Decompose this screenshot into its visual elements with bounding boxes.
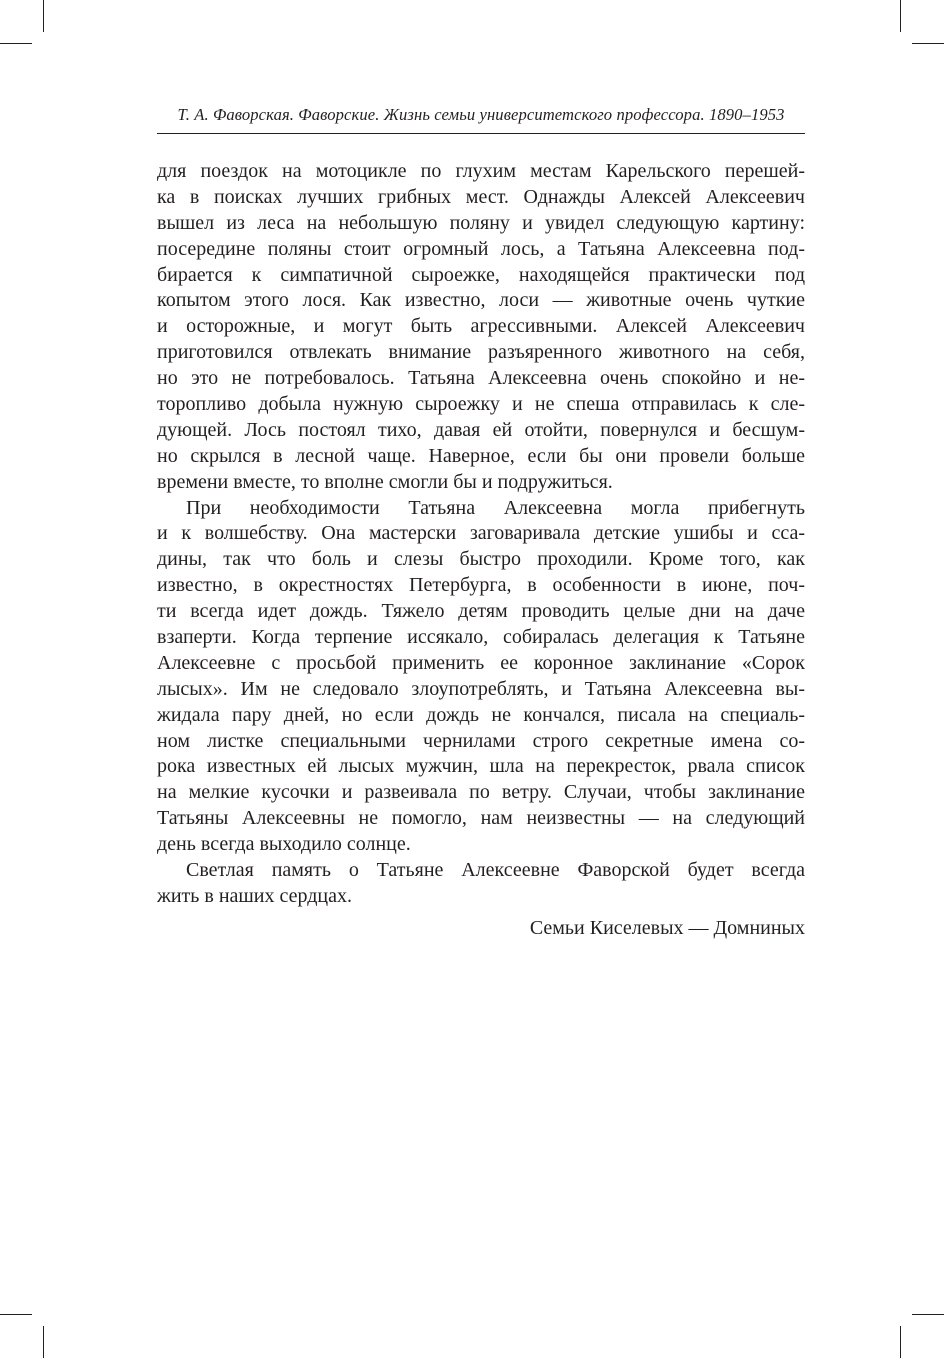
text-line: жить в наших сердцах.	[157, 884, 352, 907]
text-line: день всегда выходило солнце.	[157, 833, 411, 856]
text-line: для поездок на мотоцикле по глухим местам Карельского перешей-	[157, 160, 805, 182]
text-line: При необходимости Татьяна Алексеевна могла прибегнуть	[186, 496, 805, 519]
text-line: ка в поисках лучших грибных мест. Однажды Алексей Алексеевич	[157, 185, 805, 208]
crop-mark-top-right-vertical	[900, 0, 901, 32]
text-line: торопливо добыла нужную сыроежку и не спеша отправилась к сле-	[157, 393, 805, 416]
signature: Семьи Киселевых — Домниных	[529, 916, 805, 939]
running-head-rule	[157, 133, 805, 134]
paragraph-3	[157, 858, 805, 910]
text-line: вышел из леса на небольшую поляну и увидел следующую картину:	[157, 211, 805, 234]
crop-mark-bottom-right-vertical	[900, 1326, 901, 1358]
text-line: Алексеевне с просьбой применить ее коронное заклинание «Сорок	[157, 651, 805, 674]
text-line: и осторожные, и могут быть агрессивными. Алексей Алексеевич	[157, 315, 805, 338]
crop-mark-top-left-horizontal	[0, 43, 32, 44]
text-line: и к волшебству. Она мастерски заговаривала детские ушибы и сса-	[157, 522, 805, 545]
text-line: дующей. Лось постоял тихо, давая ей отойти, повернулся и бесшум-	[157, 418, 805, 441]
text-line: но скрылся в лесной чаще. Наверное, если бы они провели больше	[157, 444, 805, 467]
text-line: ти всегда идет дождь. Тяжело детям проводить целые дни на даче	[157, 600, 805, 623]
text-line: копытом этого лося. Как известно, лоси — животные очень чуткие	[157, 289, 805, 312]
text-line: жидала пару дней, но если дождь не кончался, писала на специаль-	[157, 703, 805, 726]
text-line: дины, так что боль и слезы быстро проходили. Кроме того, как	[157, 548, 805, 571]
paragraph-2	[157, 496, 805, 858]
text-line: бирается к симпатичной сыроежке, находящейся практически под	[157, 263, 805, 286]
page-body	[157, 159, 805, 942]
text-line: посередине поляны стоит огромный лось, а Татьяна Алексеевна под-	[157, 237, 805, 260]
running-head: Т. А. Фаворская. Фаворские. Жизнь семьи университетского профессора. 1890–1953	[177, 105, 785, 124]
crop-mark-bottom-right-horizontal	[912, 1314, 944, 1315]
text-line: Светлая память о Татьяне Алексеевне Фаворской будет всегда	[186, 859, 805, 882]
text-line: времени вместе, то вполне смогли бы и подружиться.	[157, 470, 613, 493]
crop-mark-top-left-vertical	[43, 0, 44, 32]
text-line: ном листке специальными чернилами строго секретные имена со-	[157, 729, 805, 752]
crop-mark-bottom-left-horizontal	[0, 1314, 32, 1315]
text-line: известно, в окрестностях Петербурга, в особенности в июне, поч-	[157, 574, 805, 597]
text-line: рока известных ей лысых мужчин, шла на перекресток, рвала список	[157, 755, 805, 778]
text-line: на мелкие кусочки и развеивала по ветру. Случаи, чтобы заклинание	[157, 781, 805, 804]
text-line: Татьяны Алексеевны не помогло, нам неизвестны — на следующий	[157, 807, 805, 830]
text-line: приготовился отвлекать внимание разъяренного животного на себя,	[157, 341, 805, 364]
crop-mark-top-right-horizontal	[912, 43, 944, 44]
paragraph-1	[157, 159, 805, 496]
text-line: лысых». Им не следовало злоупотреблять, и Татьяна Алексеевна вы-	[157, 677, 805, 700]
crop-mark-bottom-left-vertical	[43, 1326, 44, 1358]
text-line: взаперти. Когда терпение иссякало, собиралась делегация к Татьяне	[157, 626, 805, 649]
text-line: но это не потребовалось. Татьяна Алексеевна очень спокойно и не-	[157, 367, 805, 390]
